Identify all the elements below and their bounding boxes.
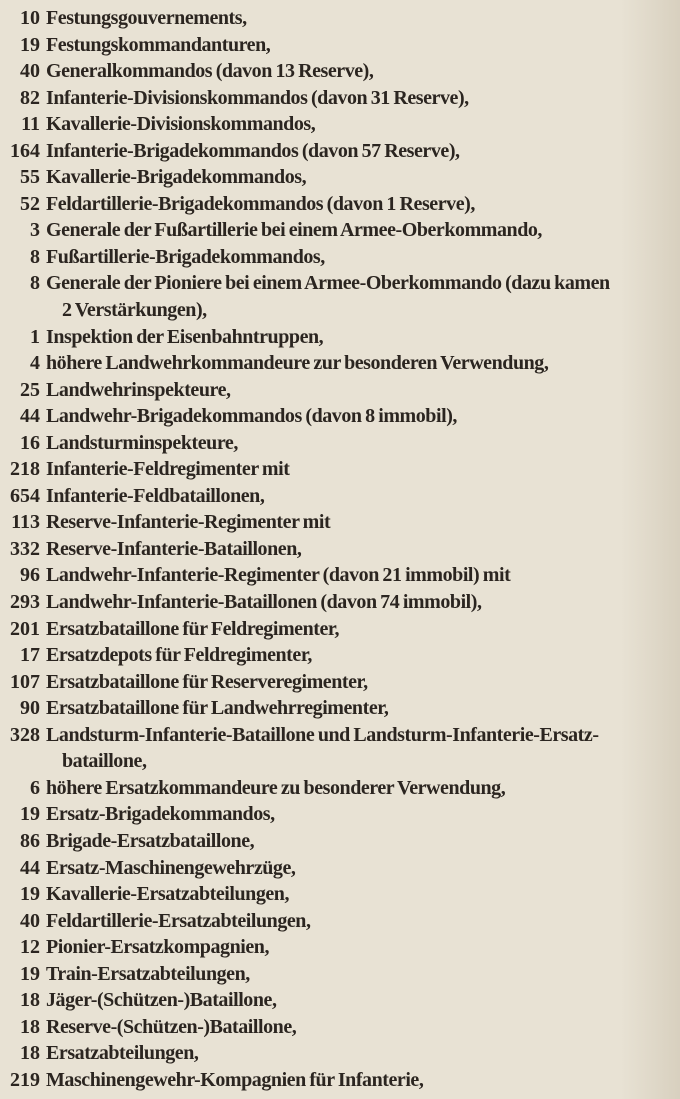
item-count: 6 (30, 776, 40, 799)
list-item (0, 32, 680, 59)
item-count: 219 (10, 1068, 40, 1091)
list-item (0, 244, 680, 271)
list-item (0, 324, 680, 351)
list-item (0, 164, 680, 191)
list-item (0, 217, 680, 244)
item-count: 3 (30, 219, 40, 242)
item-count: 10 (20, 7, 40, 29)
item-text: Landwehr-Brigadekommandos (davon 8 immobil), (46, 405, 457, 428)
item-text: Infanterie-Divisionskommandos (davon 31 Reserve), (46, 86, 469, 109)
item-text: Ersatzbataillone für Reserveregimenter, (46, 670, 368, 693)
item-count: 654 (10, 484, 40, 507)
item-count: 44 (20, 856, 40, 879)
list-item (0, 270, 680, 297)
list-item (0, 616, 680, 643)
item-count: 113 (11, 511, 40, 534)
item-count: 17 (20, 644, 40, 667)
item-text: Festungskommandanturen, (46, 33, 271, 56)
item-count: 11 (21, 113, 40, 136)
item-count: 86 (20, 829, 40, 852)
item-count: 218 (10, 458, 40, 481)
list-item (0, 642, 680, 669)
item-text: Landsturminspekteure, (46, 431, 238, 454)
item-count: 8 (30, 245, 40, 268)
item-text: Landwehr-Infanterie-Bataillonen (davon 74 immobil), (46, 591, 482, 614)
list-item (0, 483, 680, 510)
item-count: 19 (20, 962, 40, 985)
item-text: Generale der Pioniere bei einem Armee-Oberkommando (dazu kamen (46, 272, 610, 295)
item-count: 293 (10, 591, 40, 614)
list-item (0, 350, 680, 377)
list-item (0, 589, 680, 616)
item-text: Ersatzbataillone für Feldregimenter, (46, 617, 340, 640)
list-item (0, 5, 680, 32)
list-item (0, 828, 680, 855)
item-text: Kavallerie-Divisionskommandos, (46, 113, 316, 136)
item-text: Ersatzabteilungen, (46, 1042, 199, 1065)
list-item (0, 297, 680, 324)
item-text: Infanterie-Feldbataillonen, (46, 484, 265, 507)
item-text: Landwehrinspekteure, (46, 378, 231, 401)
item-text: Pionier-Ersatzkompagnien, (46, 936, 269, 959)
item-count: 55 (20, 166, 40, 189)
item-count: 18 (20, 989, 40, 1012)
item-count: 90 (20, 697, 40, 720)
item-count: 40 (20, 909, 40, 932)
item-text: Landsturm-Infanterie-Bataillone und Landsturm-Infanterie-Ersatz- (46, 723, 599, 746)
list-item (0, 1040, 680, 1067)
item-count: 19 (20, 803, 40, 826)
item-count: 25 (20, 378, 40, 401)
item-count: 16 (20, 431, 40, 454)
item-count: 4 (30, 352, 40, 375)
list-item (0, 934, 680, 961)
list-item (0, 1014, 680, 1041)
item-text: Infanterie-Brigadekommandos (davon 57 Reserve), (46, 139, 460, 162)
list-item (0, 111, 680, 138)
item-text: höhere Landwehrkommandeure zur besonderen Verwendung, (46, 352, 549, 375)
list-item (0, 908, 680, 935)
list-item (0, 85, 680, 112)
list-item (0, 377, 680, 404)
item-text: Ersatz-Brigadekommandos, (46, 803, 275, 826)
item-text: Feldartillerie-Ersatzabteilungen, (46, 909, 311, 932)
item-count: 44 (20, 405, 40, 428)
item-text: Reserve-Infanterie-Bataillonen, (46, 537, 302, 560)
item-text: Maschinengewehr-Kompagnien für Infanterie, (46, 1068, 424, 1091)
item-text: höhere Ersatzkommandeure zu besonderer Verwendung, (46, 776, 506, 799)
list-item (0, 855, 680, 882)
item-count: 82 (20, 86, 40, 109)
list-item (0, 509, 680, 536)
list-item (0, 987, 680, 1014)
item-text: Generale der Fußartillerie bei einem Armee-Oberkommando, (46, 219, 542, 242)
item-count: 1 (30, 325, 40, 348)
item-count: 19 (20, 33, 40, 56)
item-text: Ersatz-Maschinengewehrzüge, (46, 856, 296, 879)
item-text: Brigade-Ersatzbataillone, (46, 829, 255, 852)
item-text: Landwehr-Infanterie-Regimenter (davon 21 immobil) mit (46, 564, 511, 587)
list-item (0, 403, 680, 430)
item-count: 18 (20, 1042, 40, 1065)
item-text: Festungsgouvernements, (46, 7, 247, 29)
list-item (0, 138, 680, 165)
document-page (0, 5, 680, 1093)
item-text: Kavallerie-Brigadekommandos, (46, 166, 307, 189)
list-item (0, 536, 680, 563)
item-text: 2 Verstärkungen), (62, 299, 207, 322)
item-count: 201 (10, 617, 40, 640)
list-item (0, 881, 680, 908)
item-count: 332 (10, 537, 40, 560)
item-text: Inspektion der Eisenbahntruppen, (46, 325, 324, 348)
item-count: 8 (30, 272, 40, 295)
list-item (0, 775, 680, 802)
item-text: Train-Ersatzabteilungen, (46, 962, 250, 985)
item-text: Generalkommandos (davon 13 Reserve), (46, 60, 374, 83)
list-item (0, 961, 680, 988)
list-item (0, 191, 680, 218)
item-count: 18 (20, 1015, 40, 1038)
item-text: Reserve-(Schützen-)Bataillone, (46, 1015, 297, 1038)
list-item (0, 669, 680, 696)
list-item (0, 748, 680, 775)
item-count: 328 (10, 723, 40, 746)
list-item (0, 562, 680, 589)
item-text: Infanterie-Feldregimenter mit (46, 458, 290, 481)
list-item (0, 695, 680, 722)
list-item (0, 1067, 680, 1094)
item-count: 96 (20, 564, 40, 587)
item-count: 12 (20, 936, 40, 959)
item-text: Feldartillerie-Brigadekommandos (davon 1 Reserve), (46, 192, 475, 215)
item-count: 107 (10, 670, 40, 693)
item-count: 40 (20, 60, 40, 83)
list-item (0, 430, 680, 457)
list-item (0, 722, 680, 749)
item-text: Reserve-Infanterie-Regimenter mit (46, 511, 331, 534)
item-text: Ersatzbataillone für Landwehrregimenter, (46, 697, 389, 720)
item-count: 52 (20, 192, 40, 215)
list-item (0, 801, 680, 828)
list-item (0, 58, 680, 85)
item-text: Fußartillerie-Brigadekommandos, (46, 245, 325, 268)
item-count: 19 (20, 883, 40, 906)
item-text: bataillone, (62, 750, 147, 773)
item-text: Jäger-(Schützen-)Bataillone, (46, 989, 277, 1012)
item-text: Kavallerie-Ersatzabteilungen, (46, 883, 290, 906)
list-item (0, 456, 680, 483)
item-count: 164 (10, 139, 40, 162)
item-text: Ersatzdepots für Feldregimenter, (46, 644, 312, 667)
